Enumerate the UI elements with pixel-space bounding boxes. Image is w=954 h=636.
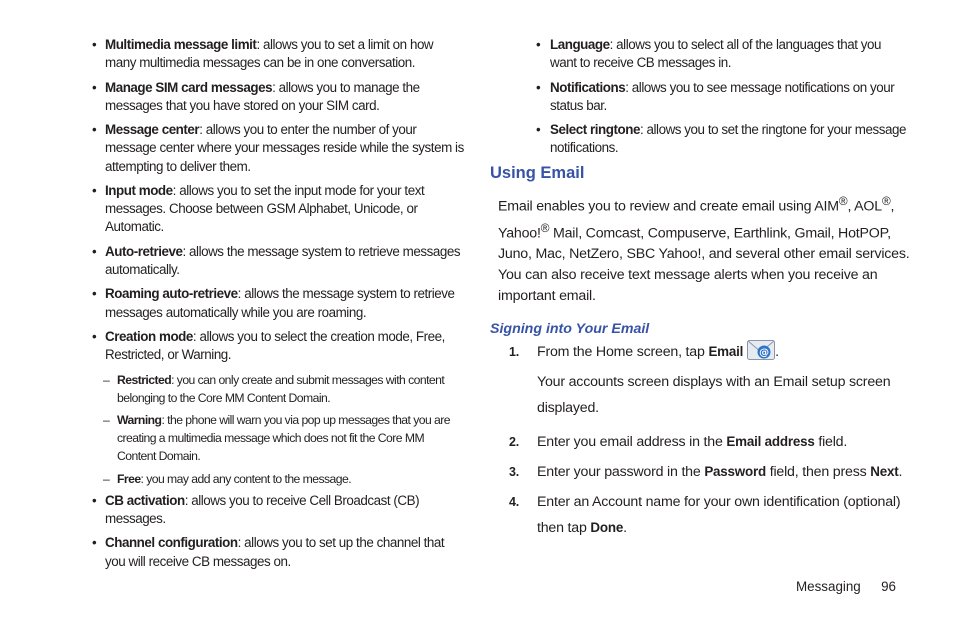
item-term: Manage SIM card messages [105, 79, 273, 95]
item-desc: : allows the message system to retrieve messages automatically while you are roaming. [105, 286, 455, 320]
item-term: CB activation [105, 492, 185, 508]
item-term: Free [117, 471, 141, 486]
item-desc: : allows you to see message notifications on your status bar. [550, 79, 895, 113]
registered-mark: ® [881, 193, 891, 208]
step-keyword: Email [708, 344, 744, 360]
item-term: Input mode [105, 182, 173, 198]
list-item [536, 36, 910, 72]
step-keyword: Done [590, 520, 624, 536]
list-item [92, 182, 464, 237]
item-desc: : the phone will warn you via pop up messages that you are creating a multimedia message which does not fit the Core MM Content Domain. [117, 412, 451, 464]
item-desc: : allows you to manage the messages that you have stored on your SIM card. [105, 79, 420, 113]
item-term: Multimedia message limit [105, 37, 257, 52]
page-number: 96 [881, 579, 896, 594]
item-desc: : allows you to set a limit on how many multimedia messages can be in one conversation. [105, 37, 434, 71]
item-term: Creation mode [105, 328, 193, 344]
item-desc: : allows you to set the input mode for your text messages. Choose between GSM Alphabet, Unicode, or Automatic. [105, 182, 425, 235]
item-desc: : allows the message system to retrieve messages automatically. [105, 243, 461, 277]
item-term: Warning [117, 412, 162, 427]
list-item [92, 534, 464, 570]
svg-text:@: @ [759, 347, 770, 359]
item-desc: : allows you to select the creation mode, Free, Restricted, or Warning. [105, 328, 445, 363]
list-item [92, 285, 464, 321]
list-item [92, 121, 464, 176]
list-item [536, 79, 910, 115]
sub-list-item [92, 411, 464, 466]
item-desc: : allows you to set the ringtone for your message notifications. [550, 122, 906, 156]
step-1: 1. From the Home screen, tap Email @ . [490, 339, 910, 365]
list-item [536, 121, 910, 157]
section-paragraph: Email enables you to review and create email using AIM®, AOL®, Yahoo!® Mail, Comcast, Compuserve, Earthlink, Gmail, HotPOP, Juno, Mac, NetZero, SBC Yahoo!, and several other email services. You can also receive text message alerts when you receive an important email. [498, 193, 910, 305]
item-term: Message center [105, 122, 200, 138]
footer-section-name: Messaging [796, 579, 861, 594]
item-term: Notifications [550, 79, 626, 95]
step-keyword: Email address [726, 434, 815, 450]
step-4: 4. Enter an Account name for your own identification (optional) then tap Done. [490, 489, 910, 541]
item-desc: : you may add any content to the message. [140, 471, 352, 486]
item-desc: : allows you to set up the channel that you will receive CB messages on. [105, 535, 445, 569]
list-item [92, 79, 464, 115]
sub-list-item [92, 371, 464, 407]
item-term: Roaming auto-retrieve [105, 286, 238, 302]
list-item [92, 492, 464, 528]
step-number: 2. [509, 435, 520, 450]
item-desc: : you can only create and submit messages with content belonging to the Core MM Content Domain. [117, 372, 445, 405]
list-item [92, 36, 464, 72]
step-2: 2. Enter you email address in the Email address field. [490, 429, 910, 455]
step-3: 3. Enter your password in the Password field, then press Next. [490, 459, 910, 485]
step-number: 3. [509, 465, 520, 480]
item-term: Channel configuration [105, 535, 238, 551]
step-1-note: Your accounts screen displays with an Email setup screen displayed. [537, 374, 891, 417]
list-item [92, 243, 464, 279]
registered-mark: ® [540, 220, 550, 235]
item-term: Restricted [117, 372, 172, 387]
step-keyword: Password [704, 464, 766, 480]
step-keyword: Next [870, 464, 899, 480]
step-number: 4. [509, 495, 520, 510]
subsection-heading: Signing into Your Email [490, 321, 650, 338]
item-desc: : allows you to enter the number of your message center where your messages reside while the system is attempting to deliver them. [105, 122, 464, 174]
section-heading: Using Email [490, 163, 585, 182]
email-app-icon [747, 340, 775, 360]
sub-list-item [92, 470, 464, 488]
left-column [92, 36, 464, 577]
item-desc: : allows you to select all of the languages that you want to receive CB messages in. [550, 37, 882, 71]
step-number: 1. [509, 345, 520, 360]
item-term: Select ringtone [550, 122, 640, 138]
item-term: Auto-retrieve [105, 243, 183, 259]
list-item [92, 328, 464, 364]
item-desc: : allows you to receive Cell Broadcast (CB) messages. [105, 492, 420, 526]
right-column [490, 36, 910, 541]
item-term: Language [550, 37, 610, 52]
registered-mark: ® [838, 193, 848, 208]
